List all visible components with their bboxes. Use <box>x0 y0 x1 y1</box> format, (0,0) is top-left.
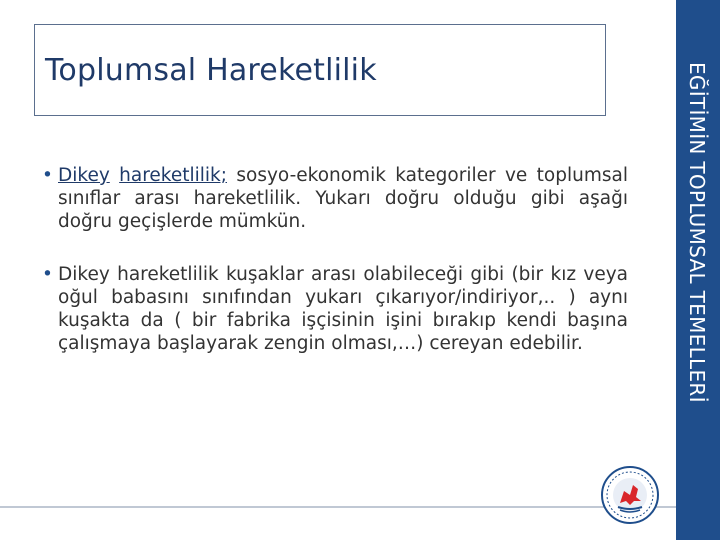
bullet-text: Dikey hareketlilik kuşaklar arası olabileceği gibi (bir kız veya oğul babasını sınıfından yukarı çıkarıyor/indiriyor,.. ) aynı kuşakta da ( bir fabrika işçisinin işini bırakıp kendi başına çalışmaya başlayarak zengin olması,…) cereyan edebilir. <box>58 264 628 354</box>
bullet-text: sosyo-ekonomik kategoriler ve toplumsal sınıflar arası hareketlilik. Yukarı doğru olduğu gibi aşağı doğru geçişlerde mümkün. <box>58 165 628 232</box>
bullet-dot: • <box>42 264 53 285</box>
bullet-dot: • <box>42 165 53 186</box>
title-box <box>34 24 606 116</box>
bullet-item-generations <box>42 263 628 355</box>
bullet-item-vertical-mobility <box>42 164 628 233</box>
side-banner-label: EĞİTİMİN TOPLUMSAL TEMELLERİ <box>685 62 709 403</box>
university-logo-icon <box>600 465 660 525</box>
footer-divider <box>0 506 676 508</box>
term-link-hareketlilik[interactable]: hareketlilik; <box>119 165 227 186</box>
term-link-dikey[interactable]: Dikey <box>58 165 110 186</box>
slide-title: Toplumsal Hareketlilik <box>45 53 377 88</box>
bullet-list <box>42 164 628 385</box>
